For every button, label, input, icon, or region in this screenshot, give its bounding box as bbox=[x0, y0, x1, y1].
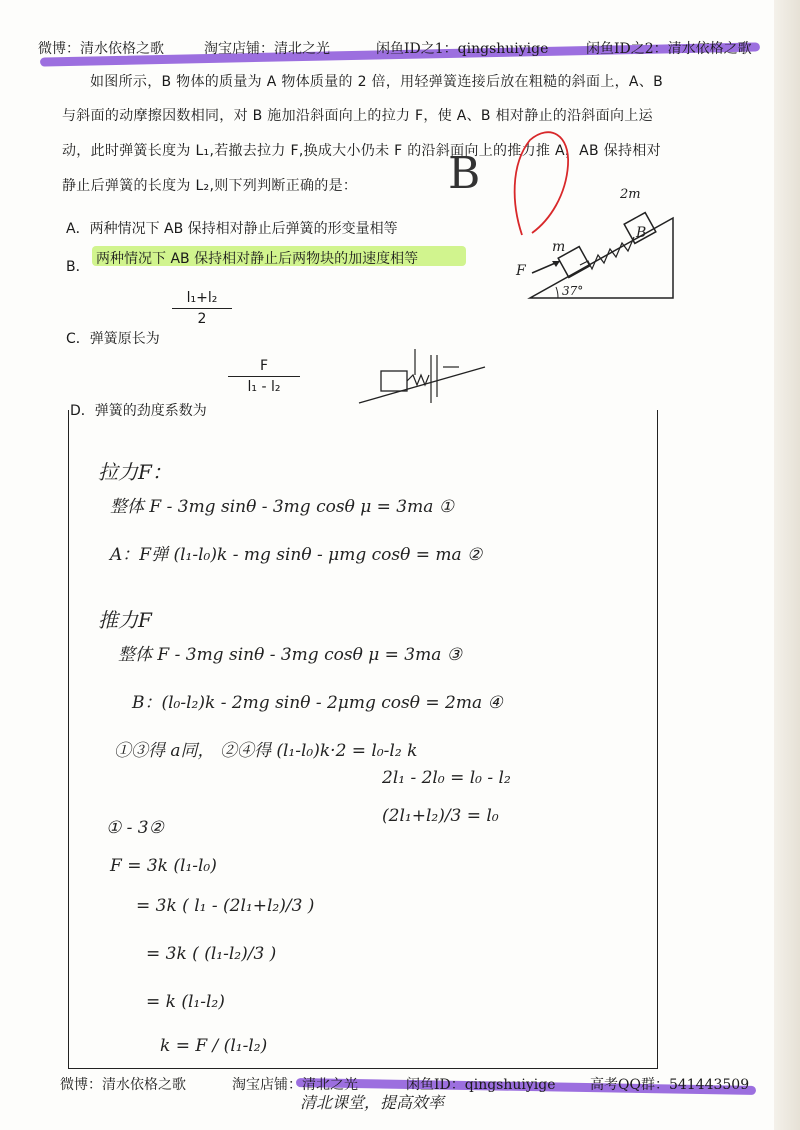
option-d: D．弹簧的劲度系数为 bbox=[70, 403, 207, 419]
footer-weibo: 微博：清水依格之歌 bbox=[60, 1077, 186, 1093]
solution-line-10: ① - 3② bbox=[106, 818, 164, 838]
solution-line-11: F = 3k (l₁-l₀) bbox=[110, 856, 217, 876]
figure-label-2m: 2m bbox=[620, 187, 641, 202]
figure-label-F: F bbox=[516, 263, 526, 279]
option-d-denominator: l₁ - l₂ bbox=[247, 379, 281, 395]
solution-line-12: = 3k ( l₁ - (2l₁+l₂)/3 ) bbox=[136, 896, 315, 916]
option-a: A．两种情况下 AB 保持相对静止后弹簧的形变量相等 bbox=[66, 221, 398, 237]
solution-line-7: ①③得 a同， ②④得 (l₁-l₀)k·2 = l₀-l₂ k bbox=[114, 741, 418, 761]
sketch-diagram bbox=[355, 345, 495, 415]
solution-line-4: 推力F bbox=[98, 608, 152, 632]
option-d-fraction bbox=[228, 358, 300, 395]
solution-line-9: (2l₁+l₂)/3 = l₀ bbox=[382, 806, 499, 826]
figure-label-angle: 37° bbox=[562, 284, 584, 298]
option-c-fraction bbox=[172, 290, 232, 327]
option-b: 两种情况下 AB 保持相对静止后两物块的加速度相等 bbox=[96, 251, 419, 267]
header-weibo: 微博：清水依格之歌 bbox=[38, 41, 164, 57]
solution-line-13: = 3k ( (l₁-l₂)/3 ) bbox=[146, 944, 277, 964]
option-c-numerator: l₁+l₂ bbox=[186, 290, 218, 306]
question-line-1: 如图所示，B 物体的质量为 A 物体质量的 2 倍，用轻弹簧连接后放在粗糙的斜面上，A、B bbox=[90, 74, 664, 90]
footer-xianyu: 闲鱼ID：qingshuiyige bbox=[406, 1077, 556, 1093]
option-b-letter: B． bbox=[66, 259, 90, 275]
question-line-4: 静止后弹簧的长度为 L₂,则下列判断正确的是： bbox=[62, 178, 358, 194]
header-xianyu1: 闲鱼ID之1：qingshuiyige bbox=[376, 41, 549, 57]
header-xianyu2: 闲鱼ID之2：清水依格之歌 bbox=[586, 41, 752, 57]
solution-line-8: 2l₁ - 2l₀ = l₀ - l₂ bbox=[382, 768, 511, 788]
option-d-numerator: F bbox=[259, 358, 269, 374]
red-pen-b: B bbox=[448, 148, 481, 199]
option-c: C．弹簧原长为 bbox=[66, 331, 160, 347]
question-line-2: 与斜面的动摩擦因数相同，对 B 施加沿斜面向上的拉力 F，使 A、B 相对静止的沿斜面向上运 bbox=[62, 108, 653, 124]
question-line-3: 动，此时弹簧长度为 L₁,若撤去拉力 F,换成大小仍未 F 的沿斜面向上的推力推 A，AB 保持相对 bbox=[62, 143, 661, 159]
figure-label-m: m bbox=[552, 239, 566, 255]
solution-line-3: A：F弹 (l₁-l₀)k - mg sinθ - μmg cosθ = ma ② bbox=[110, 545, 483, 565]
solution-line-1: 拉力F： bbox=[98, 460, 172, 484]
red-pen-mark bbox=[500, 125, 610, 245]
solution-line-2: 整体 F - 3mg sinθ - 3mg cosθ μ = 3ma ① bbox=[110, 497, 455, 517]
solution-line-15: k = F / (l₁-l₂) bbox=[160, 1036, 268, 1056]
solution-line-14: = k (l₁-l₂) bbox=[146, 992, 225, 1012]
page-edge bbox=[774, 0, 800, 1130]
figure-label-B: B bbox=[636, 225, 647, 241]
solution-line-5: 整体 F - 3mg sinθ - 3mg cosθ μ = 3ma ③ bbox=[118, 645, 463, 665]
footer-handwritten: 清北课堂，提高效率 bbox=[300, 1093, 445, 1112]
footer-taobao: 淘宝店铺：清北之光 bbox=[232, 1077, 358, 1093]
solution-line-6: B：(l₀-l₂)k - 2mg sinθ - 2μmg cosθ = 2ma ④ bbox=[132, 693, 503, 713]
header-taobao: 淘宝店铺：清北之光 bbox=[204, 41, 330, 57]
option-c-denominator: 2 bbox=[197, 311, 207, 327]
footer-qq: 高考QQ群：541443509 bbox=[590, 1077, 750, 1093]
